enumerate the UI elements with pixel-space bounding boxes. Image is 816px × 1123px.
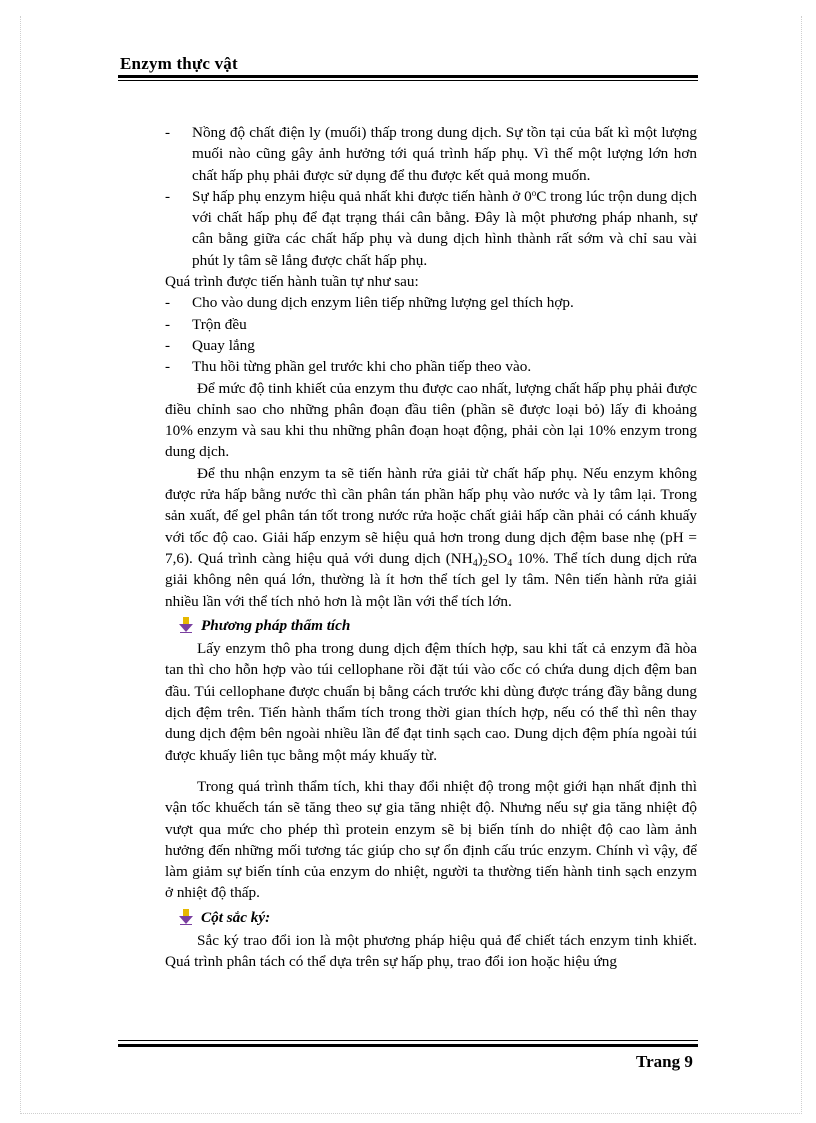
bullet-dash: -: [165, 315, 171, 333]
paragraph-column: Sắc ký trao đổi ion là một phương pháp hiệu quả để chiết tách enzym tinh khiết. Quá trình phân tách có thể dựa trên sự hấp phụ, trao đổi ion hoặc hiệu ứng: [165, 931, 697, 971]
bullet-dash: -: [165, 187, 171, 205]
paragraph-elution: [165, 463, 697, 612]
header-title: Enzym thực vật: [120, 54, 238, 73]
paragraph-part: Để thu nhận enzym ta sẽ tiến hành rửa giải từ chất hấp phụ. Nếu enzym không được rửa hấp bằng nước thì cần phân tán phần hấp phụ vào nước và ly tâm lại. Trong sản xuất, để gel phân tán tốt trong nước rửa hoặc chất giải hấp cần phải có cánh khuấy với tốc độ cao. Giải hấp enzym sẽ hiệu quả hơn trong dung dịch đệm base nhẹ (pH = 7,6). Quá trình càng hiệu quả với dung dịch (NH: [165, 464, 697, 567]
footer-rule-thin: [118, 1040, 698, 1041]
header-rule-thin: [118, 80, 698, 81]
process-step-text: Quay lắng: [192, 336, 255, 354]
process-step: [165, 292, 697, 313]
process-step: [165, 356, 697, 377]
process-intro: Quá trình được tiến hành tuần tự như sau:: [165, 273, 419, 291]
process-step: [165, 314, 697, 335]
subscript: 2: [482, 557, 488, 569]
bullet-dash: -: [165, 124, 171, 141]
subscript: 4: [472, 557, 478, 569]
process-step-text: Cho vào dung dịch enzym liên tiếp những lượng gel thích hợp.: [192, 294, 574, 312]
process-step: [165, 335, 697, 356]
degree-superscript: o: [531, 187, 537, 198]
bullet-item-electrolyte: [165, 122, 697, 186]
down-arrow-icon: [179, 909, 193, 925]
bullet-text-part: C trong lúc trộn dung dịch với chất hấp phụ để đạt trạng thái cân bằng. Đây là một phương pháp nhanh, sự cân bằng giữa các chất hấp phụ và dung dịch hình thành rất sớm và chỉ sau vài phút ly tâm sẽ lắng được chất hấp phụ.: [192, 187, 697, 269]
bullet-dash: -: [165, 294, 171, 312]
paragraph-part: 10%. Thể tích dung dịch rửa giải không nên quá lớn, thường là ít hơn thể tích gel ly tâm. Nên tiến hành rửa giải nhiều lần với thể tích nhỏ hơn là một lần với thể tích lớn.: [165, 549, 697, 610]
subscript: 4: [507, 557, 513, 569]
bullet-item-temperature: [165, 186, 697, 271]
paragraph-purity: Để mức độ tinh khiết của enzym thu được cao nhất, lượng chất hấp phụ phải được điều chỉnh sao cho những phân đoạn đầu tiên (phần sẽ được loại bỏ) lấy đi khoảng 10% enzym và sau khi thu những phân đoạn hoạt động, phải còn lại 10% enzym trong dung dịch.: [165, 379, 697, 461]
down-arrow-icon: [179, 617, 193, 633]
bullet-text-part: Sự hấp phụ enzym hiệu quả nhất khi được tiến hành ở 0: [192, 187, 532, 205]
paragraph-part: SO: [487, 549, 508, 567]
bullet-text: [192, 186, 697, 271]
paragraph-part: ): [477, 549, 483, 567]
header-rule-thick: [118, 75, 698, 78]
process-step-text: Trộn đều: [192, 315, 247, 333]
paragraph-gap: [165, 766, 697, 776]
paragraph-dialysis-1: Lấy enzym thô pha trong dung dịch đệm thích hợp, sau khi tất cả enzym đã hòa tan thì cho hỗn hợp vào túi cellophane rồi đặt túi vào cốc có chứa dung dịch đệm ban đầu. Túi cellophane được chuẩn bị bằng cách trước khi dùng được tráng đầy bằng dung dịch đệm trên. Tiến hành thẩm tích trong thời gian thích hợp, nếu có thể thì nên thay dung dịch đệm bên ngoài nhiều lần để đạt tinh sạch cao. Dung dịch đệm phía ngoài túi được khuấy liên tục bằng một máy khuấy từ.: [165, 640, 697, 764]
heading-column: [165, 907, 697, 928]
page-content: [165, 122, 697, 973]
heading-text: Cột sắc ký:: [201, 908, 271, 926]
heading-dialysis: [165, 615, 697, 636]
page-number: Trang 9: [636, 1052, 693, 1071]
bullet-dash: -: [165, 336, 171, 354]
process-step-text: Thu hồi từng phần gel trước khi cho phần tiếp theo vào.: [192, 358, 532, 376]
bullet-dash: -: [165, 358, 171, 376]
heading-text: Phương pháp thẩm tích: [201, 616, 351, 634]
paragraph-dialysis-2: Trong quá trình thẩm tích, khi thay đổi nhiệt độ trong một giới hạn nhất định thì vận tốc khuếch tán sẽ tăng theo sự gia tăng nhiệt độ. Nhưng nếu sự gia tăng nhiệt độ vượt qua mức cho phép thì protein enzym sẽ bị biến tính do nhiệt độ cao làm ảnh hưởng đến những mối tương tác giúp cho sự ổn định cấu trúc enzym. Chính vì vậy, để làm giảm sự biến tính của enzym do nhiệt, người ta thường tiến hành tinh sạch enzym ở nhiệt độ thấp.: [165, 777, 697, 902]
bullet-text: Nồng độ chất điện ly (muối) thấp trong dung dịch. Sự tồn tại của bất kì một lượng muối nào cũng gây ảnh hưởng tới quá trình hấp phụ. Vì thế một lượng lớn hơn chất hấp phụ phải được sử dụng để thu được kết quả mong muốn.: [192, 124, 697, 184]
footer-rule-thick: [118, 1044, 698, 1047]
